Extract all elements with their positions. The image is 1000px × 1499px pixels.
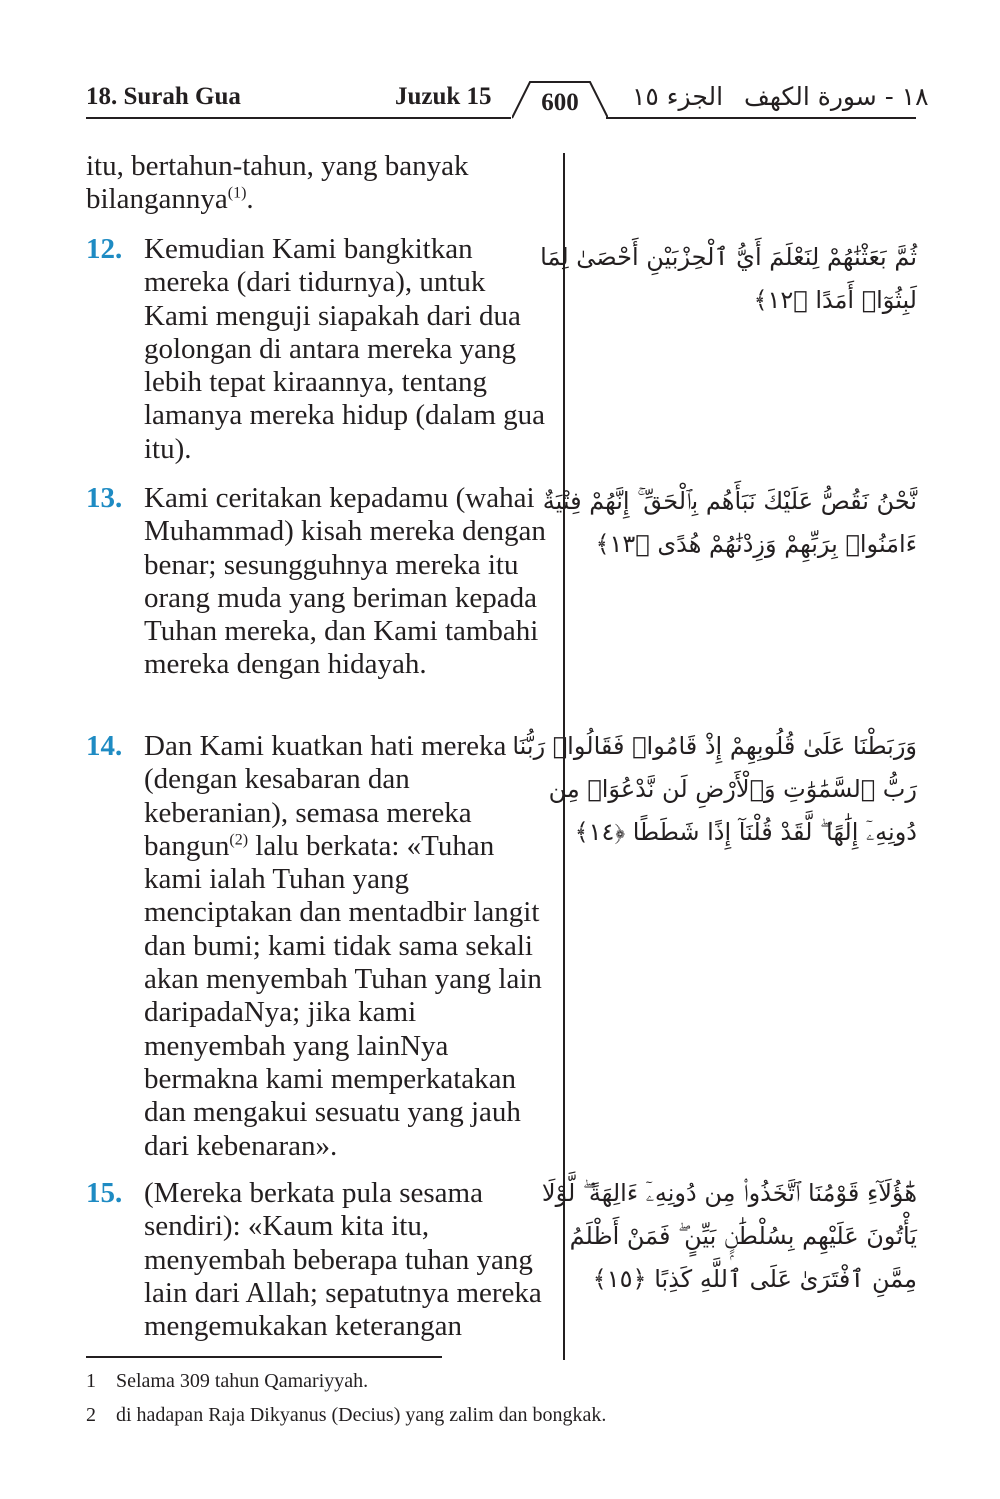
verse-text-part-a: Dan Kami kuatkan hati mereka (dengan kesabaran dan keberanian), semasa mereka bangun — [144, 730, 507, 862]
arabic-line: وَرَبَطْنَا عَلَىٰ قُلُوبِهِمْ إِذْ قَامُوا۟ فَقَالُوا۟ رَبُّنَا — [512, 732, 917, 760]
footnote-2 — [86, 1404, 606, 1427]
verse-number: 14. — [86, 730, 123, 762]
intro-line-2-end: . — [246, 183, 254, 216]
arabic-juz-label: الجزء ١٥ — [632, 82, 724, 111]
footnote-text: di hadapan Raja Dikyanus (Decius) yang zalim dan bongkak. — [116, 1404, 607, 1426]
verse-text: Kami ceritakan kepadamu (wahai Muhammad) kisah mereka dengan benar; sesungguhnya mereka itu orang muda yang beriman kepada Tuhan mereka, dan Kami tambahi mereka dengan hidayah. — [144, 482, 546, 681]
verse-text: Kemudian Kami bangkitkan mereka (dari tidurnya), untuk Kami menguji siapakah dari dua golongan di antara mereka yang lebih tepat kiraannya, tentang lamanya mereka hidup (dalam gua itu). — [144, 233, 546, 465]
juzuk-label: Juzuk 15 — [395, 83, 492, 110]
footnote-number: 1 — [86, 1370, 96, 1392]
arabic-line: مِمَّنِ ٱفْتَرَىٰ عَلَى ٱللَّهِ كَذِبًا ﴿١٥﴾ — [592, 1265, 917, 1293]
page-header — [0, 0, 1000, 130]
arabic-surah-label: ١٨ - سورة الكهف — [744, 82, 929, 111]
arabic-verse-13 — [542, 480, 917, 566]
arabic-line: نَّحْنُ نَقُصُّ عَلَيْكَ نَبَأَهُم بِٱلْحَقِّ ۚ إِنَّهُمْ فِتْيَةٌ — [542, 487, 917, 515]
arabic-verse-14 — [512, 725, 917, 854]
footnote-number: 2 — [86, 1404, 96, 1426]
arabic-verse-12 — [540, 236, 917, 322]
footnote-1 — [86, 1370, 368, 1393]
intro-line-2 — [86, 183, 556, 216]
arabic-line: رَبُّ ٱلسَّمَٰوَٰتِ وَٱلْأَرْضِ لَن نَّدْعُوَا۟ مِن — [548, 775, 917, 803]
verse-number: 12. — [86, 233, 123, 265]
page-number: 600 — [541, 89, 579, 116]
verse-text-part-b: lalu berkata: «Tuhan kami ialah Tuhan yang menciptakan dan mentadbir langit dan bumi; kami tidak sama sekali akan menyembah Tuhan yang lain daripadaNya; jika kami menyembah yang lainNya bermakna kami memperkatakan dan mengakui sesuatu yang jauh dari kebenaran». — [144, 829, 542, 1162]
intro-line-2-text: bilangannya — [86, 183, 228, 216]
page-number-box — [512, 78, 608, 120]
verse-14 — [86, 730, 556, 1163]
verse-number: 13. — [86, 482, 123, 514]
verse-13 — [86, 482, 556, 682]
arabic-line: لَبِثُوٓا۟ أَمَدًا ﴿١٢﴾ — [753, 286, 917, 314]
verse-text: (Mereka berkata pula sesama sendiri): «Kaum kita itu, menyembah beberapa tuhan yang lain dari Allah; sepatutnya mereka mengemukakan keterangan — [144, 1177, 542, 1343]
intro-line-1: itu, bertahun-tahun, yang banyak — [86, 150, 469, 182]
footnote-ref-1: (1) — [227, 184, 247, 202]
verse-12 — [86, 233, 556, 466]
footnote-text: Selama 309 tahun Qamariyyah. — [116, 1370, 369, 1392]
header-rule-left — [86, 117, 511, 119]
footnote-rule — [86, 1356, 442, 1358]
header-rule-right — [606, 117, 916, 119]
verse-text — [144, 730, 556, 1163]
arabic-line: يَأْتُونَ عَلَيْهِم بِسُلْطَٰنٍۭ بَيِّنٍ ۖ فَمَنْ أَظْلَمُ — [569, 1222, 917, 1250]
arabic-line: ثُمَّ بَعَثْنَٰهُمْ لِنَعْلَمَ أَيُّ ٱلْحِزْبَيْنِ أَحْصَىٰ لِمَا — [540, 243, 917, 271]
footnote-ref-2: (2) — [229, 831, 249, 849]
arabic-line: هَٰٓؤُلَآءِ قَوْمُنَا ٱتَّخَذُوا۟ مِن دُونِهِۦٓ ءَالِهَةً ۖ لَّوْلَا — [541, 1179, 917, 1207]
verse-number: 15. — [86, 1177, 123, 1209]
arabic-verse-15 — [541, 1172, 917, 1301]
arabic-line: دُونِهِۦٓ إِلَٰهًا ۖ لَّقَدْ قُلْنَآ إِذًا شَطَطًا ﴿١٤﴾ — [574, 818, 917, 846]
verse-15 — [86, 1177, 556, 1343]
surah-label: 18. Surah Gua — [86, 83, 241, 110]
arabic-line: ءَامَنُوا۟ بِرَبِّهِمْ وَزِدْنَٰهُمْ هُدًى ﴿١٣﴾ — [595, 530, 917, 558]
intro-continuation — [86, 150, 556, 217]
